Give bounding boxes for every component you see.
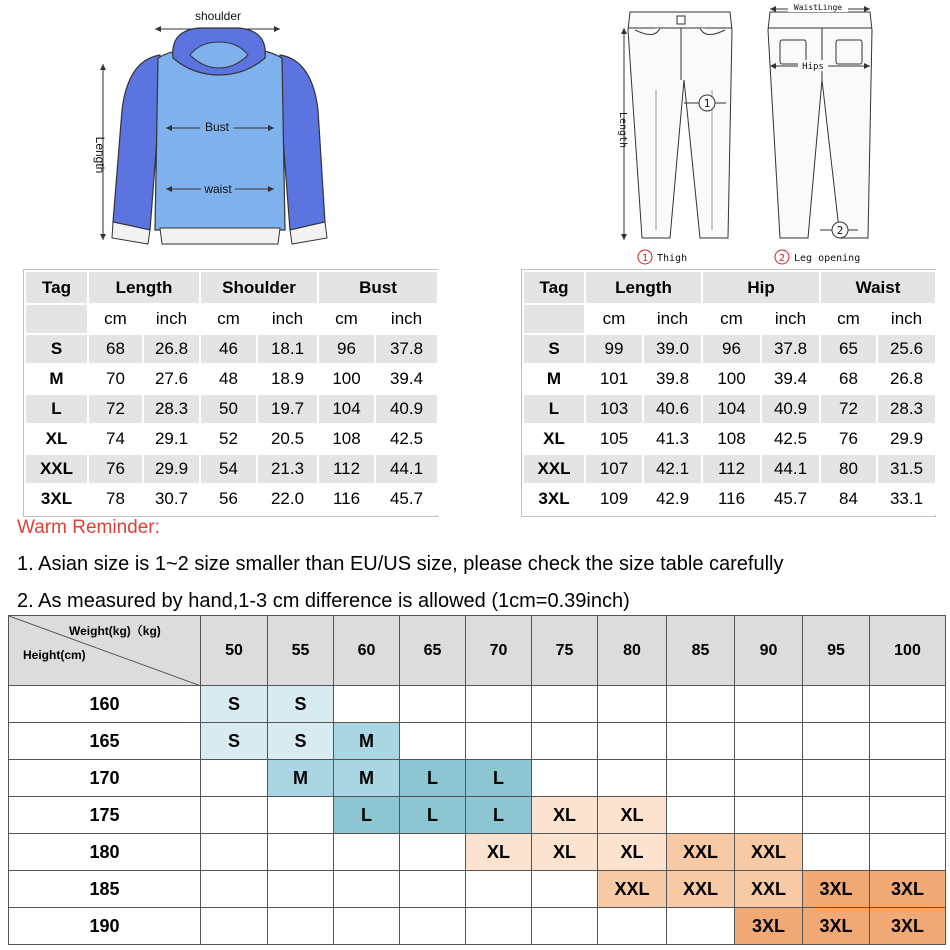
value-cell: 78 [88, 484, 143, 514]
header-shoulder: Shoulder [200, 271, 318, 304]
size-cell [870, 797, 946, 834]
value-cell: 21.3 [257, 454, 318, 484]
size-cell: M [268, 760, 334, 797]
size-cell [334, 686, 400, 723]
size-cell: S [201, 723, 268, 760]
header-bust: Bust [318, 271, 438, 304]
leg-opening-marker: 2 [836, 224, 844, 237]
value-cell: 112 [702, 454, 761, 484]
thigh-marker: 1 [703, 97, 711, 110]
value-cell: 100 [318, 364, 375, 394]
value-cell: 68 [88, 334, 143, 364]
size-tag-cell: M [523, 364, 585, 394]
value-cell: 107 [585, 454, 643, 484]
value-cell: 39.4 [761, 364, 820, 394]
size-tag-cell: S [25, 334, 88, 364]
value-cell: 108 [702, 424, 761, 454]
pants-diagram [600, 0, 900, 268]
value-cell: 22.0 [257, 484, 318, 514]
value-cell: 100 [702, 364, 761, 394]
size-cell [466, 723, 532, 760]
weight-header-cell: 80 [598, 616, 667, 686]
value-cell: 112 [318, 454, 375, 484]
table-row [25, 394, 438, 424]
size-cell: XXL [598, 871, 667, 908]
value-cell: 42.5 [375, 424, 438, 454]
value-cell: 56 [200, 484, 257, 514]
table-row [25, 454, 438, 484]
size-recommendation-table [8, 615, 946, 945]
size-cell [598, 723, 667, 760]
table-row [9, 686, 946, 723]
value-cell: 45.7 [375, 484, 438, 514]
size-cell [400, 908, 466, 945]
size-cell [268, 871, 334, 908]
table-row [25, 334, 438, 364]
size-cell [400, 834, 466, 871]
value-cell: 50 [200, 394, 257, 424]
corner-header-cell [9, 616, 201, 686]
value-cell: 39.0 [643, 334, 702, 364]
value-cell: 109 [585, 484, 643, 514]
value-cell: 99 [585, 334, 643, 364]
size-cell [400, 871, 466, 908]
size-cell: XXL [667, 834, 735, 871]
size-cell: M [334, 760, 400, 797]
size-cell: XL [598, 834, 667, 871]
size-cell: L [400, 797, 466, 834]
value-cell: 46 [200, 334, 257, 364]
size-cell: L [400, 760, 466, 797]
value-cell: 72 [88, 394, 143, 424]
size-cell [667, 686, 735, 723]
value-cell: 76 [820, 424, 877, 454]
value-cell: 29.1 [143, 424, 200, 454]
size-cell [400, 686, 466, 723]
value-cell: 116 [702, 484, 761, 514]
value-cell: 40.9 [761, 394, 820, 424]
value-cell: 76 [88, 454, 143, 484]
value-cell: 45.7 [761, 484, 820, 514]
table-row [523, 454, 936, 484]
size-cell [334, 871, 400, 908]
unit-cell: cm [318, 304, 375, 334]
unit-cell: cm [585, 304, 643, 334]
header-tag: Tag [25, 271, 88, 304]
size-cell [803, 834, 870, 871]
value-cell: 70 [88, 364, 143, 394]
weight-header-cell: 55 [268, 616, 334, 686]
size-cell [803, 797, 870, 834]
value-cell: 20.5 [257, 424, 318, 454]
size-tag-cell: XXL [25, 454, 88, 484]
value-cell: 42.1 [643, 454, 702, 484]
size-cell [735, 686, 803, 723]
size-cell [735, 760, 803, 797]
value-cell: 72 [820, 394, 877, 424]
legend-leg-opening: Leg opening [794, 253, 861, 264]
size-cell [735, 797, 803, 834]
size-cell: XL [598, 797, 667, 834]
reminder-title: Warm Reminder: [17, 517, 160, 538]
size-cell [334, 834, 400, 871]
size-tag-cell: XL [25, 424, 88, 454]
size-cell [870, 723, 946, 760]
size-cell: XL [532, 834, 598, 871]
size-cell: S [201, 686, 268, 723]
table-row [9, 871, 946, 908]
value-cell: 18.9 [257, 364, 318, 394]
table-row [25, 484, 438, 514]
height-header-cell: 170 [9, 760, 201, 797]
size-cell: L [466, 760, 532, 797]
size-cell: L [466, 797, 532, 834]
value-cell: 96 [318, 334, 375, 364]
table-row [9, 908, 946, 945]
value-cell: 39.8 [643, 364, 702, 394]
table-row [523, 484, 936, 514]
pants-size-table [522, 270, 937, 515]
size-tag-cell: 3XL [25, 484, 88, 514]
value-cell: 27.6 [143, 364, 200, 394]
value-cell: 37.8 [375, 334, 438, 364]
table-row [25, 364, 438, 394]
height-header-cell: 175 [9, 797, 201, 834]
pants-length-label: Length [617, 111, 628, 149]
size-cell [667, 760, 735, 797]
size-cell [334, 908, 400, 945]
size-tag-cell: XXL [523, 454, 585, 484]
table-row [523, 394, 936, 424]
value-cell: 40.9 [375, 394, 438, 424]
table-row [523, 424, 936, 454]
hips-label: Hips [802, 62, 824, 72]
unit-cell: cm [88, 304, 143, 334]
size-cell [532, 686, 598, 723]
size-cell [735, 723, 803, 760]
size-cell [667, 723, 735, 760]
hoodie-diagram [0, 0, 460, 265]
unit-blank [25, 304, 88, 334]
size-cell [598, 908, 667, 945]
value-cell: 104 [702, 394, 761, 424]
size-cell [532, 723, 598, 760]
unit-cell: inch [877, 304, 936, 334]
value-cell: 26.8 [877, 364, 936, 394]
size-cell [803, 760, 870, 797]
size-cell [268, 797, 334, 834]
size-cell: XL [466, 834, 532, 871]
bust-label: Bust [204, 120, 230, 134]
table-row [9, 834, 946, 871]
size-cell [532, 908, 598, 945]
value-cell: 31.5 [877, 454, 936, 484]
size-cell [466, 871, 532, 908]
legend-marker-2: 2 [778, 253, 786, 264]
weight-header-cell: 90 [735, 616, 803, 686]
size-cell [870, 760, 946, 797]
reminder-line-2: 2. As measured by hand,1-3 cm difference is allowed (1cm=0.39inch) [17, 590, 630, 612]
value-cell: 96 [702, 334, 761, 364]
value-cell: 42.9 [643, 484, 702, 514]
size-cell [268, 834, 334, 871]
size-cell: S [268, 723, 334, 760]
size-tag-cell: L [523, 394, 585, 424]
value-cell: 44.1 [375, 454, 438, 484]
size-tag-cell: L [25, 394, 88, 424]
size-cell [268, 908, 334, 945]
size-cell: XXL [735, 834, 803, 871]
value-cell: 48 [200, 364, 257, 394]
size-cell [201, 797, 268, 834]
waist-label: waist [204, 182, 232, 196]
size-cell: XL [532, 797, 598, 834]
value-cell: 33.1 [877, 484, 936, 514]
size-tag-cell: 3XL [523, 484, 585, 514]
value-cell: 37.8 [761, 334, 820, 364]
size-cell: 3XL [870, 871, 946, 908]
height-header-cell: 185 [9, 871, 201, 908]
value-cell: 103 [585, 394, 643, 424]
value-cell: 104 [318, 394, 375, 424]
size-cell: 3XL [803, 908, 870, 945]
header-length: Length [585, 271, 702, 304]
weight-header-cell: 70 [466, 616, 532, 686]
value-cell: 41.3 [643, 424, 702, 454]
size-cell [870, 686, 946, 723]
size-cell: 3XL [803, 871, 870, 908]
header-hip: Hip [702, 271, 820, 304]
weight-header-cell: 75 [532, 616, 598, 686]
size-cell [201, 834, 268, 871]
length-label: Length [93, 136, 107, 174]
unit-cell: inch [257, 304, 318, 334]
size-cell: L [334, 797, 400, 834]
unit-cell: cm [820, 304, 877, 334]
value-cell: 30.7 [143, 484, 200, 514]
value-cell: 74 [88, 424, 143, 454]
weight-header-cell: 60 [334, 616, 400, 686]
height-header-cell: 160 [9, 686, 201, 723]
size-cell: XXL [667, 871, 735, 908]
size-cell: 3XL [870, 908, 946, 945]
unit-cell: inch [761, 304, 820, 334]
size-cell [400, 723, 466, 760]
legend-marker-1: 1 [641, 253, 649, 264]
header-tag: Tag [523, 271, 585, 304]
value-cell: 116 [318, 484, 375, 514]
shoulder-label: shoulder [194, 9, 242, 23]
size-cell [598, 760, 667, 797]
size-cell [532, 871, 598, 908]
size-cell [201, 871, 268, 908]
weight-header-cell: 85 [667, 616, 735, 686]
value-cell: 68 [820, 364, 877, 394]
size-tag-cell: S [523, 334, 585, 364]
value-cell: 105 [585, 424, 643, 454]
size-cell [201, 760, 268, 797]
height-axis-label: Height(cm) [23, 648, 86, 662]
unit-blank [523, 304, 585, 334]
weight-axis-label: Weight(kg)（kg) [69, 624, 161, 638]
weight-header-cell: 100 [870, 616, 946, 686]
unit-cell: inch [643, 304, 702, 334]
weight-header-cell: 95 [803, 616, 870, 686]
size-tag-cell: XL [523, 424, 585, 454]
weight-header-cell: 50 [201, 616, 268, 686]
table-row [523, 334, 936, 364]
height-header-cell: 180 [9, 834, 201, 871]
size-cell [803, 686, 870, 723]
size-cell: M [334, 723, 400, 760]
unit-cell: inch [143, 304, 200, 334]
size-cell: XXL [735, 871, 803, 908]
header-waist: Waist [820, 271, 936, 304]
unit-cell: cm [200, 304, 257, 334]
unit-cell: inch [375, 304, 438, 334]
value-cell: 40.6 [643, 394, 702, 424]
value-cell: 26.8 [143, 334, 200, 364]
value-cell: 65 [820, 334, 877, 364]
table-row [523, 364, 936, 394]
value-cell: 101 [585, 364, 643, 394]
size-cell [870, 834, 946, 871]
size-tag-cell: M [25, 364, 88, 394]
weight-header-cell: 65 [400, 616, 466, 686]
value-cell: 29.9 [143, 454, 200, 484]
reminder-line-1: 1. Asian size is 1~2 size smaller than EU/US size, please check the size table carefully [17, 553, 784, 575]
table-row [9, 797, 946, 834]
size-cell: S [268, 686, 334, 723]
value-cell: 52 [200, 424, 257, 454]
table-row [9, 760, 946, 797]
size-cell [532, 760, 598, 797]
size-cell [466, 686, 532, 723]
top-size-table [24, 270, 439, 515]
legend-thigh: Thigh [657, 253, 688, 264]
value-cell: 44.1 [761, 454, 820, 484]
value-cell: 18.1 [257, 334, 318, 364]
size-cell [803, 723, 870, 760]
size-cell [466, 908, 532, 945]
value-cell: 19.7 [257, 394, 318, 424]
size-cell [667, 797, 735, 834]
value-cell: 54 [200, 454, 257, 484]
table-row [25, 424, 438, 454]
height-header-cell: 165 [9, 723, 201, 760]
height-header-cell: 190 [9, 908, 201, 945]
header-length: Length [88, 271, 200, 304]
size-cell [667, 908, 735, 945]
value-cell: 28.3 [143, 394, 200, 424]
waistline-label: WaistLinge [793, 3, 843, 12]
value-cell: 80 [820, 454, 877, 484]
value-cell: 42.5 [761, 424, 820, 454]
unit-cell: cm [702, 304, 761, 334]
table-row [9, 723, 946, 760]
value-cell: 84 [820, 484, 877, 514]
value-cell: 28.3 [877, 394, 936, 424]
value-cell: 39.4 [375, 364, 438, 394]
value-cell: 25.6 [877, 334, 936, 364]
size-cell: 3XL [735, 908, 803, 945]
size-cell [598, 686, 667, 723]
value-cell: 108 [318, 424, 375, 454]
value-cell: 29.9 [877, 424, 936, 454]
size-cell [201, 908, 268, 945]
